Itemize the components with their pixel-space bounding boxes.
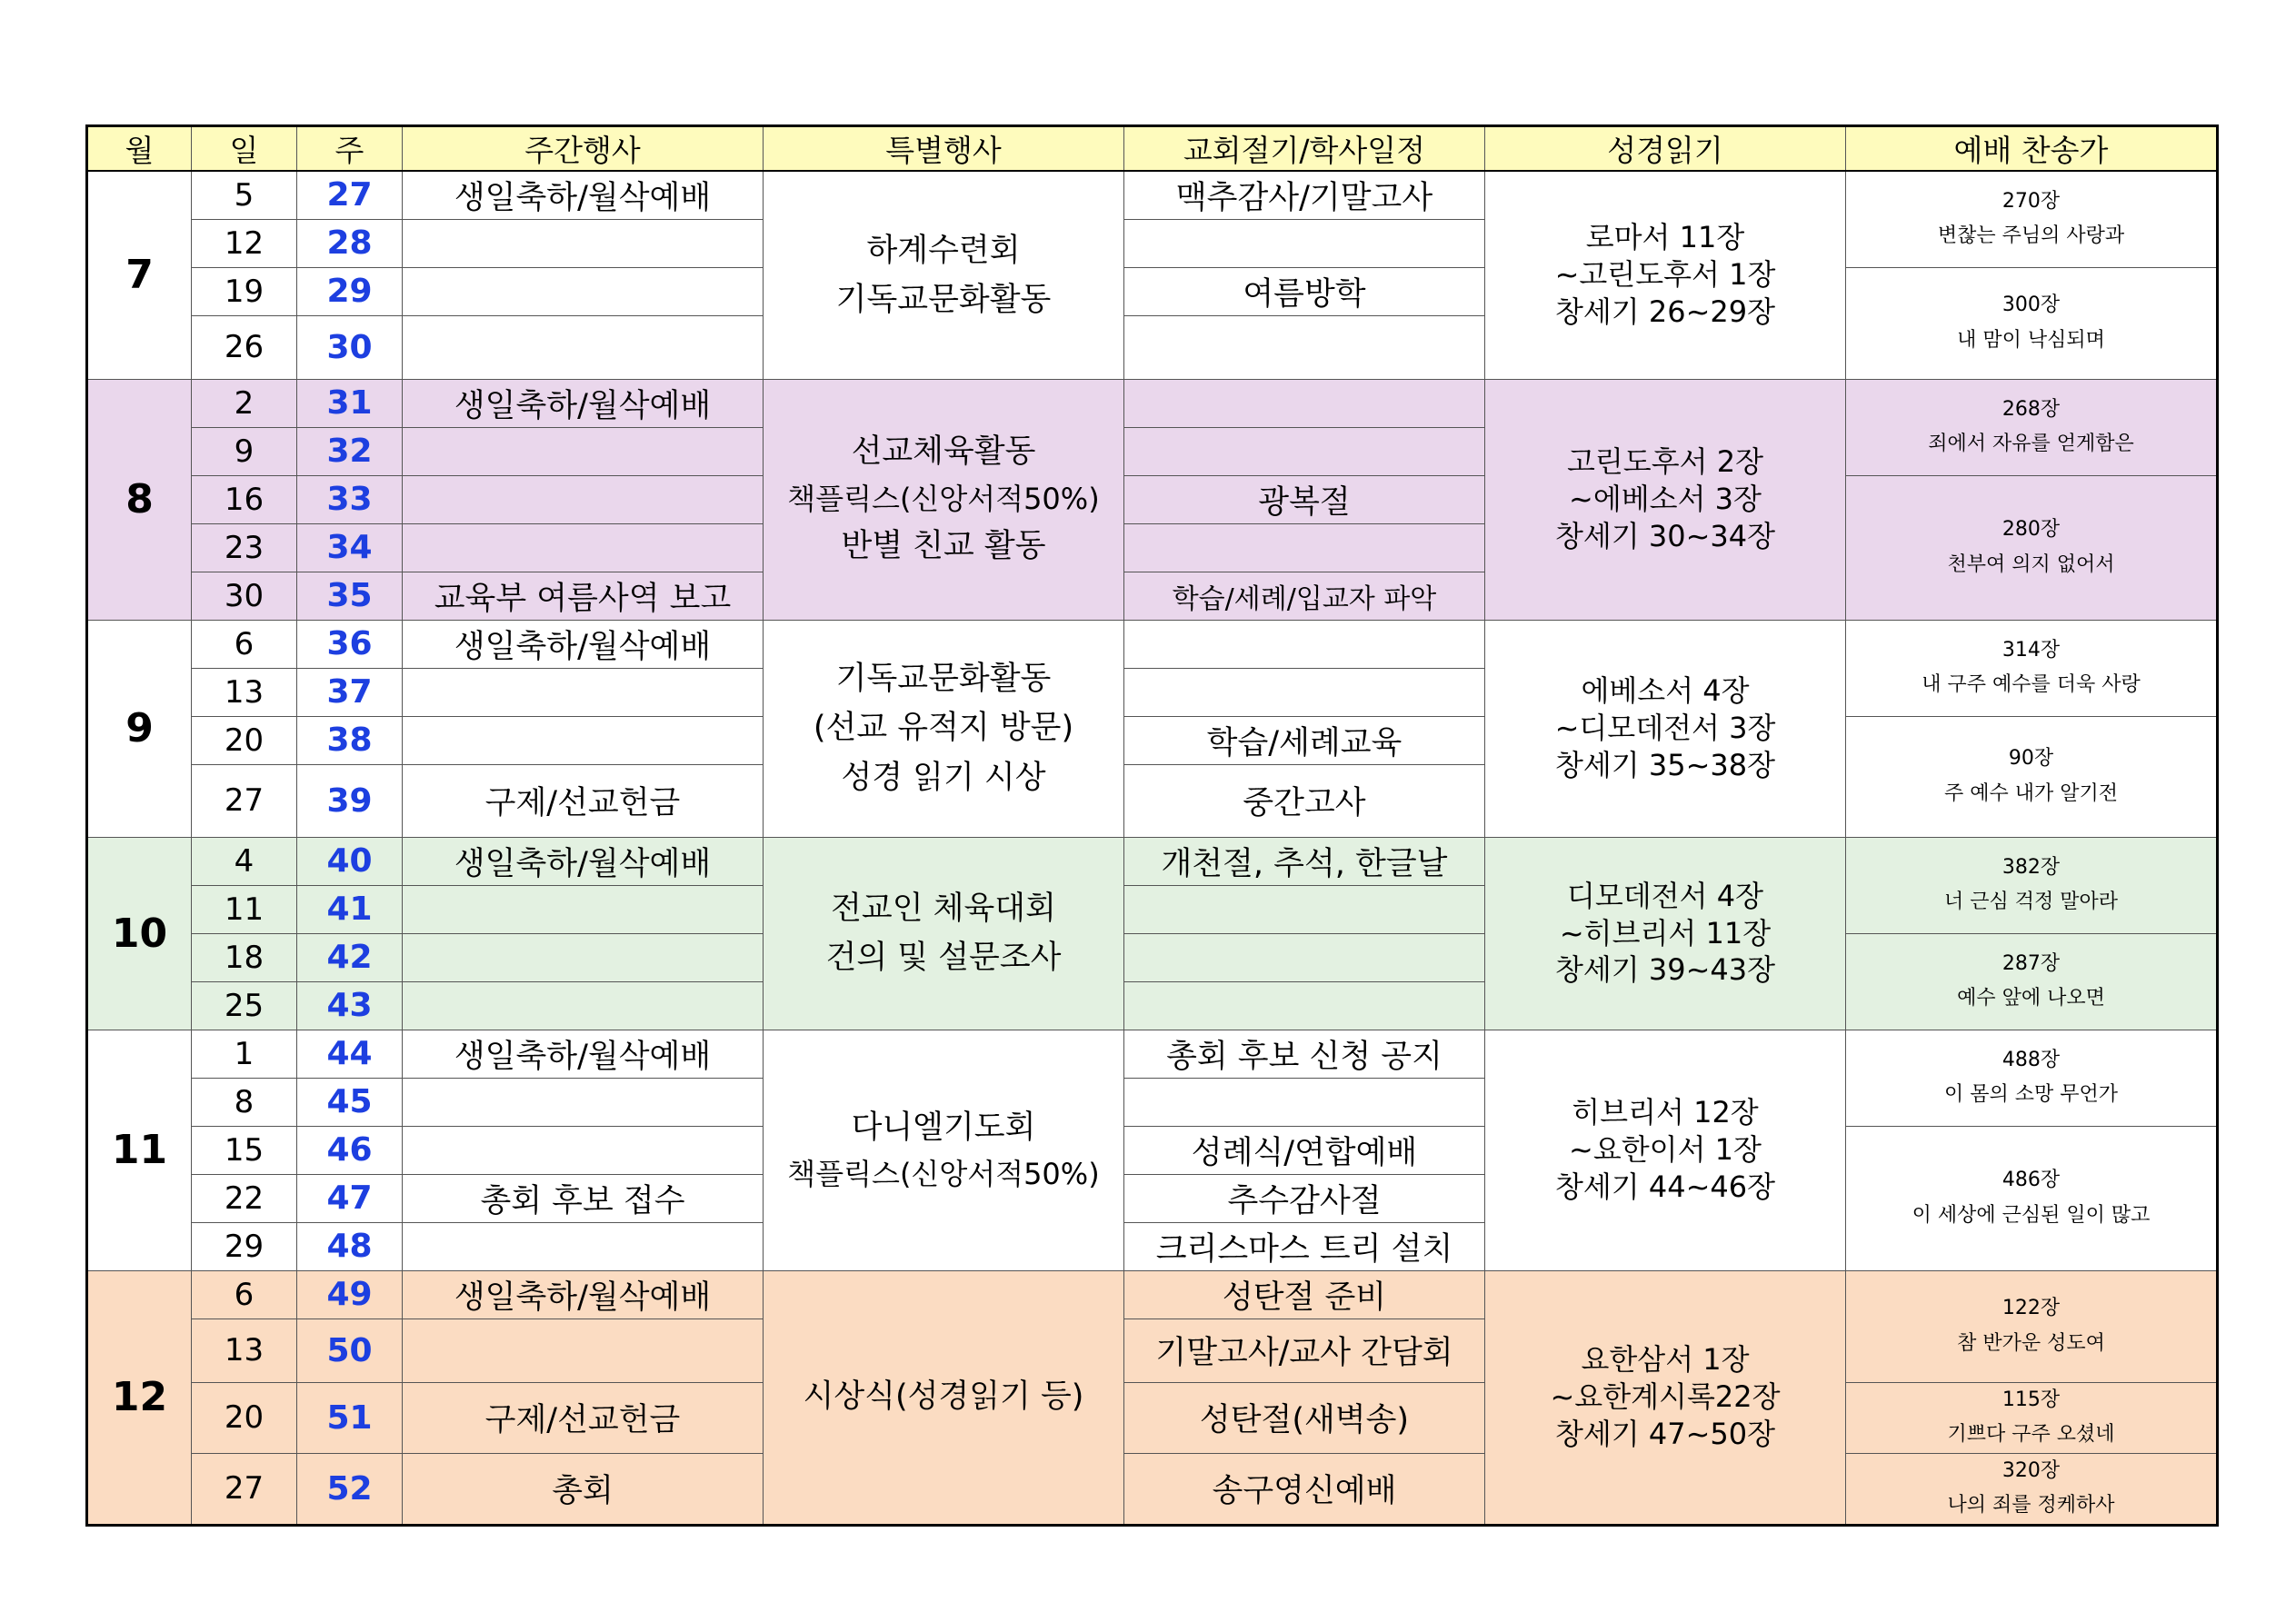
header-weekly-events: 주간행사 (403, 126, 764, 172)
day-cell: 20 (192, 716, 297, 764)
calendar-event: 성탄절(새벽송) (1124, 1382, 1485, 1453)
special-events (764, 837, 1124, 1030)
hymn-number: 268장 (2002, 397, 2061, 421)
day-cell: 29 (192, 1222, 297, 1270)
hymn-cell (1846, 267, 2218, 379)
hymn-number: 287장 (2002, 951, 2061, 975)
table-row (87, 716, 2218, 764)
day-cell: 19 (192, 267, 297, 315)
table-row (87, 1126, 2218, 1174)
calendar-event (1124, 620, 1485, 668)
week-number: 37 (297, 668, 403, 716)
calendar-event: 총회 후보 신청 공지 (1124, 1030, 1485, 1078)
header-week: 주 (297, 126, 403, 172)
hymn-number: 115장 (2002, 1388, 2061, 1411)
day-cell: 16 (192, 475, 297, 523)
weekly-event: 교육부 여름사역 보고 (403, 572, 764, 620)
week-number: 34 (297, 523, 403, 572)
calendar-event (1124, 315, 1485, 379)
bible-line: ~에베소서 3장 (1569, 482, 1762, 517)
weekly-event (403, 219, 764, 267)
day-cell: 30 (192, 572, 297, 620)
weekly-event (403, 716, 764, 764)
hymn-cell (1846, 1270, 2218, 1382)
day-cell: 5 (192, 171, 297, 219)
calendar-event: 중간고사 (1124, 764, 1485, 837)
bible-line: 창세기 44~46장 (1554, 1169, 1776, 1204)
hymn-number: 300장 (2002, 294, 2061, 316)
table-row (87, 475, 2218, 523)
special-line: 기독교문화활동 (835, 281, 1052, 318)
day-cell: 2 (192, 379, 297, 427)
month-cell: 10 (87, 837, 192, 1030)
table-row (87, 267, 2218, 315)
weekly-event: 생일축하/월삭예배 (403, 1030, 764, 1078)
calendar-event: 맥추감사/기말고사 (1124, 171, 1485, 219)
weekly-event: 생일축하/월삭예배 (403, 620, 764, 668)
calendar-event: 성탄절 준비 (1124, 1270, 1485, 1318)
day-cell: 12 (192, 219, 297, 267)
week-number: 49 (297, 1270, 403, 1318)
calendar-event (1124, 1078, 1485, 1126)
weekly-event (403, 1078, 764, 1126)
day-cell: 8 (192, 1078, 297, 1126)
day-cell: 26 (192, 315, 297, 379)
bible-line: 창세기 26~29장 (1554, 294, 1776, 330)
header-row (87, 126, 2218, 172)
weekly-event (403, 267, 764, 315)
schedule-table (85, 124, 2219, 1527)
calendar-event: 개천절, 추석, 한글날 (1124, 837, 1485, 885)
special-events (764, 1030, 1124, 1270)
weekly-event (403, 981, 764, 1030)
table-row (87, 171, 2218, 219)
bible-line: 에베소서 4장 (1581, 673, 1750, 709)
calendar-event (1124, 668, 1485, 716)
special-line: 전교인 체육대회 (831, 890, 1056, 927)
bible-line: 고린도후서 2장 (1566, 444, 1763, 480)
table-row (87, 837, 2218, 885)
weekly-event (403, 668, 764, 716)
table-row (87, 933, 2218, 981)
hymn-number: 488장 (2002, 1048, 2061, 1071)
day-cell: 6 (192, 1270, 297, 1318)
weekly-event (403, 1126, 764, 1174)
calendar-event (1124, 379, 1485, 427)
hymn-title: 이 세상에 근심된 일이 많고 (1912, 1203, 2151, 1227)
table-row (87, 1453, 2218, 1525)
hymn-cell (1846, 620, 2218, 716)
table-row (87, 1382, 2218, 1453)
week-number: 35 (297, 572, 403, 620)
weekly-event (403, 315, 764, 379)
calendar-event: 기말고사/교사 간담회 (1124, 1318, 1485, 1382)
hymn-title: 나의 죄를 정케하사 (1947, 1494, 2115, 1517)
bible-line: ~요한이서 1장 (1569, 1132, 1762, 1168)
week-number: 31 (297, 379, 403, 427)
week-number: 48 (297, 1222, 403, 1270)
hymn-cell (1846, 171, 2218, 267)
day-cell: 6 (192, 620, 297, 668)
weekly-event: 구제/선교헌금 (403, 764, 764, 837)
day-cell: 13 (192, 1318, 297, 1382)
bible-line: 창세기 35~38장 (1554, 747, 1776, 782)
week-number: 44 (297, 1030, 403, 1078)
month-cell: 11 (87, 1030, 192, 1270)
hymn-title: 이 몸의 소망 무언가 (1944, 1083, 2118, 1106)
header-worship-hymns: 예배 찬송가 (1846, 126, 2218, 172)
special-line: 건의 및 설문조사 (825, 940, 1062, 976)
calendar-event (1124, 981, 1485, 1030)
month-cell: 9 (87, 620, 192, 837)
weekly-event (403, 475, 764, 523)
week-number: 29 (297, 267, 403, 315)
hymn-cell (1846, 1453, 2218, 1525)
bible-reading (1485, 379, 1846, 620)
weekly-event (403, 427, 764, 475)
bible-line: 히브리서 12장 (1572, 1095, 1759, 1130)
weekly-event (403, 885, 764, 933)
week-number: 38 (297, 716, 403, 764)
hymn-cell (1846, 1126, 2218, 1270)
week-number: 50 (297, 1318, 403, 1382)
hymn-number: 382장 (2002, 855, 2061, 879)
month-cell: 12 (87, 1270, 192, 1525)
calendar-event: 학습/세례교육 (1124, 716, 1485, 764)
special-line: 기독교문화활동 (835, 661, 1052, 698)
table-row (87, 620, 2218, 668)
week-number: 42 (297, 933, 403, 981)
bible-line: 요한삼서 1장 (1581, 1342, 1750, 1378)
special-events (764, 1270, 1124, 1525)
calendar-event (1124, 427, 1485, 475)
day-cell: 15 (192, 1126, 297, 1174)
calendar-event: 학습/세례/입교자 파악 (1124, 572, 1485, 620)
hymn-title: 내 구주 예수를 더욱 사랑 (1922, 673, 2141, 696)
day-cell: 18 (192, 933, 297, 981)
day-cell: 1 (192, 1030, 297, 1078)
hymn-title: 참 반가운 성도여 (1957, 1331, 2105, 1355)
hymn-title: 기쁘다 구주 오셨네 (1947, 1423, 2115, 1446)
calendar-event: 성례식/연합예배 (1124, 1126, 1485, 1174)
hymn-cell (1846, 475, 2218, 620)
hymn-number: 90장 (2008, 747, 2054, 770)
day-cell: 20 (192, 1382, 297, 1453)
week-number: 27 (297, 171, 403, 219)
day-cell: 25 (192, 981, 297, 1030)
week-number: 40 (297, 837, 403, 885)
week-number: 36 (297, 620, 403, 668)
bible-line: 로마서 11장 (1585, 220, 1745, 255)
header-day: 일 (192, 126, 297, 172)
weekly-event: 총회 (403, 1453, 764, 1525)
bible-reading (1485, 837, 1846, 1030)
hymn-title: 내 맘이 낙심되며 (1957, 328, 2105, 352)
week-number: 39 (297, 764, 403, 837)
weekly-event: 생일축하/월삭예배 (403, 1270, 764, 1318)
hymn-number: 314장 (2002, 638, 2061, 662)
bible-reading (1485, 1270, 1846, 1525)
day-cell: 23 (192, 523, 297, 572)
weekly-event (403, 1318, 764, 1382)
calendar-event (1124, 885, 1485, 933)
bible-line: 창세기 47~50장 (1554, 1416, 1776, 1451)
header-month: 월 (87, 126, 192, 172)
header-special-events: 특별행사 (764, 126, 1124, 172)
week-number: 47 (297, 1174, 403, 1222)
hymn-title: 천부여 의지 없어서 (1947, 552, 2115, 576)
hymn-cell (1846, 1382, 2218, 1453)
special-events (764, 379, 1124, 620)
hymn-title: 주 예수 내가 알기전 (1944, 781, 2118, 805)
bible-line: 창세기 39~43장 (1554, 952, 1776, 988)
hymn-cell (1846, 1030, 2218, 1126)
week-number: 43 (297, 981, 403, 1030)
calendar-event: 광복절 (1124, 475, 1485, 523)
bible-line: ~디모데전서 3장 (1554, 711, 1776, 746)
table-row (87, 1270, 2218, 1318)
hymn-number: 122장 (2002, 1297, 2061, 1319)
header-church-calendar: 교회절기/학사일정 (1124, 126, 1485, 172)
special-line: 책플릭스(신앙서적50%) (787, 481, 1100, 516)
special-line: 시상식(성경읽기 등) (803, 1378, 1084, 1416)
week-number: 52 (297, 1453, 403, 1525)
day-cell: 9 (192, 427, 297, 475)
calendar-event (1124, 219, 1485, 267)
day-cell: 4 (192, 837, 297, 885)
calendar-event (1124, 523, 1485, 572)
hymn-title: 죄에서 자유를 얻게함은 (1928, 433, 2134, 455)
weekly-event (403, 1222, 764, 1270)
bible-reading (1485, 1030, 1846, 1270)
weekly-event (403, 523, 764, 572)
day-cell: 13 (192, 668, 297, 716)
hymn-title: 너 근심 걱정 말아라 (1944, 891, 2118, 913)
week-number: 32 (297, 427, 403, 475)
weekly-event: 생일축하/월삭예배 (403, 171, 764, 219)
hymn-number: 280장 (2002, 518, 2061, 541)
month-cell: 7 (87, 171, 192, 379)
weekly-event: 구제/선교헌금 (403, 1382, 764, 1453)
week-number: 33 (297, 475, 403, 523)
calendar-event: 여름방학 (1124, 267, 1485, 315)
special-events (764, 171, 1124, 379)
hymn-title: 예수 앞에 나오면 (1957, 987, 2105, 1010)
calendar-event (1124, 933, 1485, 981)
week-number: 51 (297, 1382, 403, 1453)
hymn-cell (1846, 933, 2218, 1030)
special-line: 다니엘기도회 (851, 1109, 1036, 1146)
bible-line: ~고린도후서 1장 (1554, 257, 1776, 293)
hymn-number: 270장 (2002, 189, 2061, 213)
table-row (87, 1030, 2218, 1078)
bible-line: ~히브리서 11장 (1559, 915, 1772, 950)
weekly-event: 총회 후보 접수 (403, 1174, 764, 1222)
week-number: 41 (297, 885, 403, 933)
hymn-cell (1846, 837, 2218, 933)
day-cell: 27 (192, 1453, 297, 1525)
special-line: (선교 유적지 방문) (813, 710, 1074, 747)
calendar-event: 추수감사절 (1124, 1174, 1485, 1222)
day-cell: 27 (192, 764, 297, 837)
hymn-cell (1846, 379, 2218, 475)
bible-line: ~요한계시록22장 (1550, 1379, 1781, 1415)
week-number: 30 (297, 315, 403, 379)
bible-reading (1485, 620, 1846, 837)
special-line: 하계수련회 (866, 232, 1021, 269)
weekly-event: 생일축하/월삭예배 (403, 837, 764, 885)
weekly-event (403, 933, 764, 981)
special-line: 책플릭스(신앙서적50%) (787, 1156, 1100, 1191)
bible-reading (1485, 171, 1846, 379)
table-row (87, 379, 2218, 427)
bible-line: 창세기 30~34장 (1554, 518, 1776, 553)
calendar-event: 크리스마스 트리 설치 (1124, 1222, 1485, 1270)
special-line: 선교체육활동 (851, 433, 1036, 471)
bible-line: 디모데전서 4장 (1566, 878, 1763, 913)
special-events (764, 620, 1124, 837)
weekly-event: 생일축하/월삭예배 (403, 379, 764, 427)
day-cell: 11 (192, 885, 297, 933)
month-cell: 8 (87, 379, 192, 620)
calendar-event: 송구영신예배 (1124, 1453, 1485, 1525)
week-number: 46 (297, 1126, 403, 1174)
header-bible-reading: 성경읽기 (1485, 126, 1846, 172)
hymn-title: 변찮는 주님의 사랑과 (1937, 224, 2125, 248)
special-line: 반별 친교 활동 (841, 528, 1046, 565)
hymn-number: 486장 (2002, 1169, 2061, 1191)
day-cell: 22 (192, 1174, 297, 1222)
hymn-number: 320장 (2002, 1458, 2061, 1482)
hymn-cell (1846, 716, 2218, 837)
special-line: 성경 읽기 시상 (841, 759, 1046, 796)
week-number: 28 (297, 219, 403, 267)
week-number: 45 (297, 1078, 403, 1126)
